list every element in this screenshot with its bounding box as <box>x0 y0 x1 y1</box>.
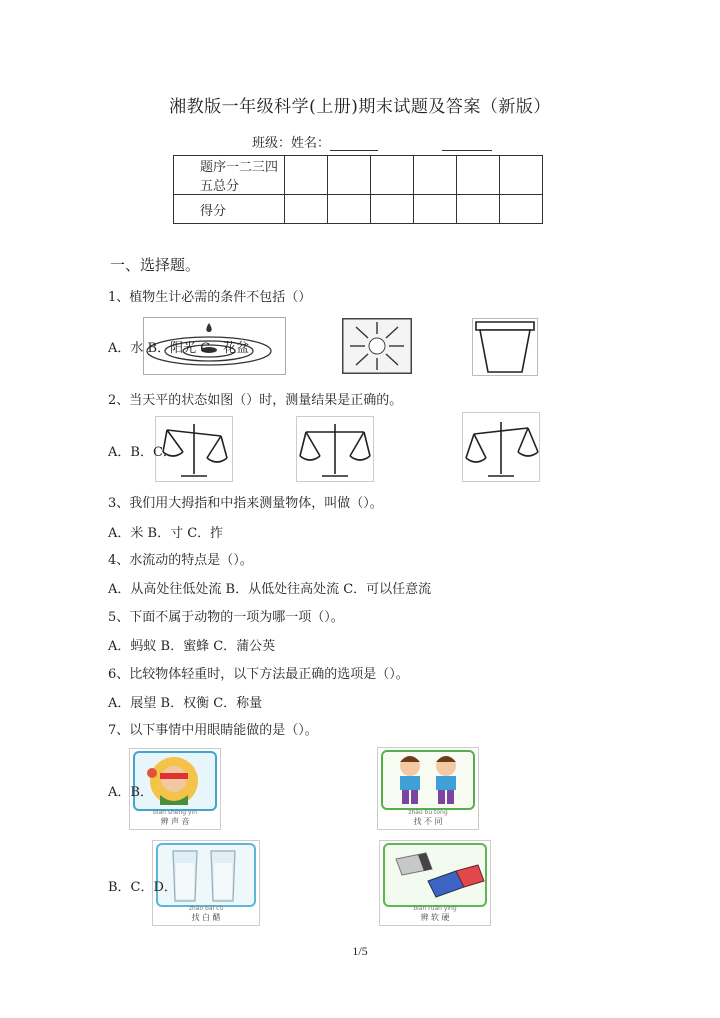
question-6: 6、比较物体轻重时，以下方法最正确的选项是（）。 <box>108 667 409 682</box>
balance-scale-c-image <box>462 412 540 482</box>
score-table <box>173 155 543 224</box>
score-table-score-row <box>174 195 543 224</box>
picture-find-difference-label: 找 不 同 <box>413 817 443 826</box>
picture-soft-hard-pinyin: biàn ruǎn yìng <box>413 905 457 912</box>
question-3: 3、我们用大拇指和中指来测量物体，叫做（）。 <box>108 496 383 511</box>
extra-blank <box>442 150 492 151</box>
score-row-label: 得分 <box>174 195 285 224</box>
question-4: 4、水流动的特点是（）。 <box>108 553 253 568</box>
picture-find-vinegar-pinyin: zhǎo bái cù <box>188 905 224 912</box>
question-1: 1、植物生计必需的条件不包括（） <box>108 290 312 305</box>
document-title: 湘教版一年级科学(上册)期末试题及答案（新版） <box>169 97 551 117</box>
question-4-options: A．从高处往低处流 B．从低处往高处流 C．可以任意流 <box>108 582 432 597</box>
class-name-line <box>252 132 492 151</box>
score-table-header-row <box>174 156 543 195</box>
section-heading: 一、选择题。 <box>110 256 201 274</box>
picture-find-difference <box>377 747 479 830</box>
picture-soft-hard <box>379 840 491 926</box>
page-number: 1/5 <box>352 944 368 958</box>
picture-listen-sound-label: 辨 声 音 <box>160 817 190 826</box>
question-7-options-row1: A．B． <box>108 785 153 800</box>
question-6-options: A．展望 B．权衡 C．称量 <box>108 696 263 711</box>
picture-soft-hard-label: 辨 软 硬 <box>420 913 450 922</box>
question-1-options: A．水 B．阳光 C．花盆 <box>108 341 250 356</box>
question-2: 2、当天平的状态如图（）时，测量结果是正确的。 <box>108 393 403 408</box>
question-3-options: A．米 B．寸 C．拃 <box>108 526 224 541</box>
picture-find-difference-pinyin: zhǎo bù tóng <box>408 809 448 816</box>
question-7: 7、以下事情中用眼睛能做的是（）。 <box>108 723 318 738</box>
question-5-options: A．蚂蚁 B．蜜蜂 C．蒲公英 <box>108 639 276 654</box>
sunlight-image <box>342 318 412 374</box>
class-name-label: 班级：姓名： <box>252 136 331 151</box>
balance-scale-b-image <box>296 416 374 482</box>
question-5: 5、下面不属于动物的一项为哪一项（）。 <box>108 610 344 625</box>
question-7-options-row2: B．C．D． <box>108 880 177 895</box>
score-header-label: 题序一二三四五总分 <box>174 156 285 195</box>
picture-find-vinegar-label: 找 白 醋 <box>191 913 221 922</box>
picture-listen-sound-pinyin: biàn shēng yīn <box>152 809 198 816</box>
name-blank <box>330 150 378 151</box>
question-2-options: A．B．C． <box>108 445 176 460</box>
flowerpot-image <box>472 318 538 376</box>
